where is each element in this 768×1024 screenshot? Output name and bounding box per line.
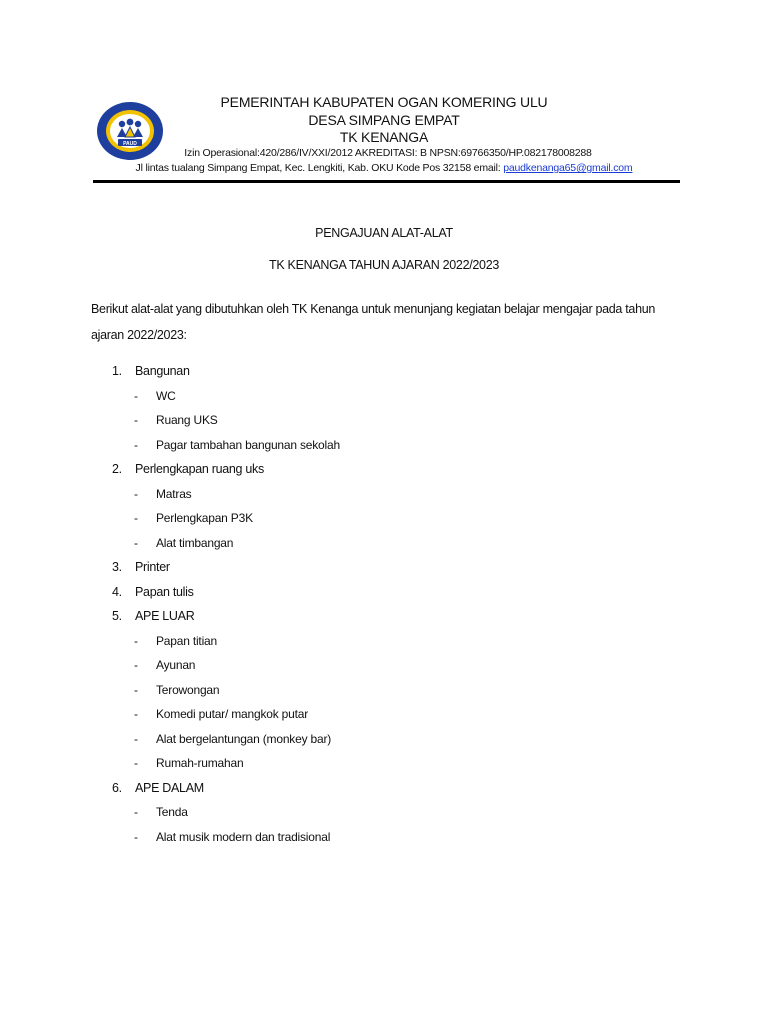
list-section-title [112, 580, 672, 605]
list-item-label: Ayunan [156, 658, 196, 672]
list-bullet: - [134, 437, 138, 452]
list-section-title [112, 359, 672, 384]
list-item [112, 629, 672, 654]
list-section-label: APE DALAM [135, 780, 204, 795]
address-text: Jl lintas tualang Simpang Empat, Kec. Lengkiti, Kab. OKU Kode Pos 32158 email: [135, 162, 504, 174]
letterhead-permit: Izin Operasional:420/286/IV/XXI/2012 AKREDITASI: B NPSN:69766350/HP.082178008288 [184, 147, 592, 159]
letterhead-village: DESA SIMPANG EMPAT [308, 112, 460, 128]
list-bullet: - [134, 829, 138, 844]
list-item-label: Matras [156, 486, 192, 501]
list-section-label: APE LUAR [135, 609, 195, 623]
list-number: 1. [112, 364, 122, 378]
list-bullet: - [134, 658, 138, 672]
list-section-label: Perlengkapan ruang uks [135, 462, 264, 476]
list-item [112, 531, 672, 556]
document-title: PENGAJUAN ALAT-ALAT [315, 226, 453, 240]
list-item-label: Alat musik modern dan tradisional [156, 829, 331, 844]
letterhead-government: PEMERINTAH KABUPATEN OGAN KOMERING ULU [220, 94, 548, 110]
letterhead-address [0, 162, 768, 174]
list-item-label: Komedi putar/ mangkok putar [156, 707, 309, 721]
list-bullet: - [134, 682, 138, 697]
list-section-title [112, 604, 672, 629]
list-item-label: Tenda [156, 805, 188, 819]
list-item [112, 433, 672, 458]
list-item [112, 506, 672, 531]
list-item-label: Pagar tambahan bangunan sekolah [156, 437, 340, 452]
list-item [112, 751, 672, 776]
list-bullet: - [134, 511, 138, 525]
list-item [112, 408, 672, 433]
list-item-label: Papan titian [156, 633, 217, 648]
list-item [112, 384, 672, 409]
list-bullet: - [134, 805, 138, 819]
equipment-list [112, 359, 672, 849]
list-section-title [112, 457, 672, 482]
list-item [112, 702, 672, 727]
list-item-label: Ruang UKS [156, 413, 218, 427]
list-section-title [112, 555, 672, 580]
list-item-label: Terowongan [156, 682, 220, 697]
list-number: 4. [112, 584, 122, 599]
letterhead-divider [93, 180, 680, 183]
list-item [112, 653, 672, 678]
list-item-label: Perlengkapan P3K [156, 511, 253, 525]
list-item [112, 727, 672, 752]
list-section-label: Papan tulis [135, 584, 194, 599]
list-section-label: Bangunan [135, 364, 190, 378]
list-number: 6. [112, 780, 122, 795]
list-bullet: - [134, 756, 138, 770]
list-bullet: - [134, 707, 138, 721]
list-bullet: - [134, 633, 138, 648]
letterhead-school-name: TK KENANGA [339, 129, 429, 145]
list-section-title [112, 776, 672, 801]
list-section-label: Printer [135, 560, 170, 574]
list-item [112, 800, 672, 825]
list-item [112, 825, 672, 850]
list-item-label: WC [156, 388, 176, 403]
list-item [112, 678, 672, 703]
list-item [112, 482, 672, 507]
logo-text: PAUD [123, 141, 137, 147]
list-item-label: Rumah-rumahan [156, 756, 244, 770]
list-bullet: - [134, 486, 138, 501]
list-bullet: - [134, 731, 138, 746]
list-number: 2. [112, 462, 122, 476]
list-item-label: Alat timbangan [156, 535, 234, 550]
list-number: 5. [112, 609, 122, 623]
intro-paragraph: Berikut alat-alat yang dibutuhkan oleh TK Kenanga untuk menunjang kegiatan belajar mengajar pada tahun ajaran 2022/2023: [91, 302, 656, 342]
email-link[interactable]: paudkenanga65@gmail.com [503, 162, 633, 174]
list-item-label: Alat bergelantungan (monkey bar) [156, 731, 332, 746]
list-bullet: - [134, 535, 138, 550]
list-bullet: - [134, 388, 138, 403]
document-subtitle: TK KENANGA TAHUN AJARAN 2022/2023 [268, 258, 500, 272]
list-number: 3. [112, 560, 122, 574]
list-bullet: - [134, 413, 138, 427]
